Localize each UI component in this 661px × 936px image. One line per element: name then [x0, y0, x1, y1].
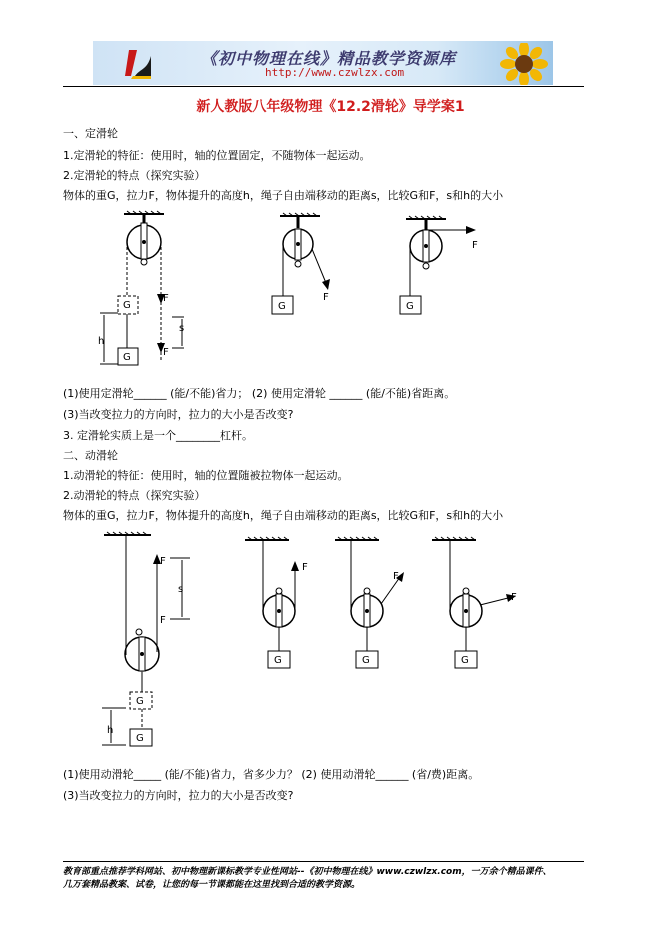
section1-q2: (3)当改变拉力的方向时，拉力的大小是否改变?	[63, 408, 294, 421]
force-label: F	[163, 347, 169, 358]
section1-heading: 一、定滑轮	[63, 127, 118, 140]
weight-label: G	[123, 300, 131, 311]
section1-q3: 3. 定滑轮实质上是一个________杠杆。	[63, 429, 253, 442]
footer-rule	[63, 861, 584, 862]
height-label: h	[98, 336, 105, 347]
weight-label: G	[136, 733, 144, 744]
section2-feature: 1.动滑轮的特征：使用时，轴的位置随被拉物体一起运动。	[63, 469, 349, 482]
distance-label: s	[179, 323, 185, 334]
weight-label: G	[362, 655, 370, 666]
weight-label: G	[136, 696, 144, 707]
section1-question: 物体的重G，拉力F，物体提升的高度h，绳子自由端移动的距离s，比较G和F，s和h的大小	[63, 189, 504, 202]
section2-q1: (1)使用动滑轮_____ (能/不能)省力，省多少力？ (2) 使用动滑轮______ (省/费)距离。	[63, 768, 480, 781]
weight-label: G	[123, 352, 131, 363]
force-label: F	[160, 615, 166, 626]
section2-question: 物体的重G，拉力F，物体提升的高度h，绳子自由端移动的距离s，比较G和F，s和h的大小	[63, 509, 504, 522]
footer-line-1: 教育部重点推荐学科网站、初中物理新课标教学专业性网站--《初中物理在线》www.czwlzx.com，一万余个精品课件、	[63, 867, 552, 877]
section2-traits: 2.动滑轮的特点（探究实验）	[63, 489, 206, 502]
force-label: F	[163, 293, 169, 304]
section1-traits: 2.定滑轮的特点（探究实验）	[63, 169, 206, 182]
section2-heading: 二、动滑轮	[63, 449, 118, 462]
weight-label: G	[274, 655, 282, 666]
force-label: F	[323, 292, 329, 303]
force-label: F	[393, 571, 399, 582]
section1-feature: 1.定滑轮的特征：使用时，轴的位置固定，不随物体一起运动。	[63, 149, 371, 162]
force-label: F	[511, 592, 517, 603]
banner-url[interactable]: http://www.czwlzx.com	[265, 66, 405, 79]
force-label: F	[160, 556, 166, 567]
height-label: h	[107, 725, 114, 736]
force-label: F	[302, 562, 308, 573]
section2-q2: (3)当改变拉力的方向时，拉力的大小是否改变?	[63, 789, 294, 802]
weight-label: G	[406, 301, 414, 312]
weight-label: G	[461, 655, 469, 666]
page-title: 新人教版八年级物理《12.2滑轮》导学案1	[196, 99, 465, 115]
banner-title: 《初中物理在线》精品教学资源库	[201, 49, 457, 68]
weight-label: G	[278, 301, 286, 312]
section1-q1: (1)使用定滑轮______ (能/不能)省力； (2) 使用定滑轮 ______ (能/不能)省距离。	[63, 387, 456, 400]
distance-label: s	[178, 584, 184, 595]
force-label: F	[472, 240, 478, 251]
footer-line-2: 几万套精品教案、试卷，让您的每一节课都能在这里找到合适的教学资源。	[63, 880, 361, 890]
